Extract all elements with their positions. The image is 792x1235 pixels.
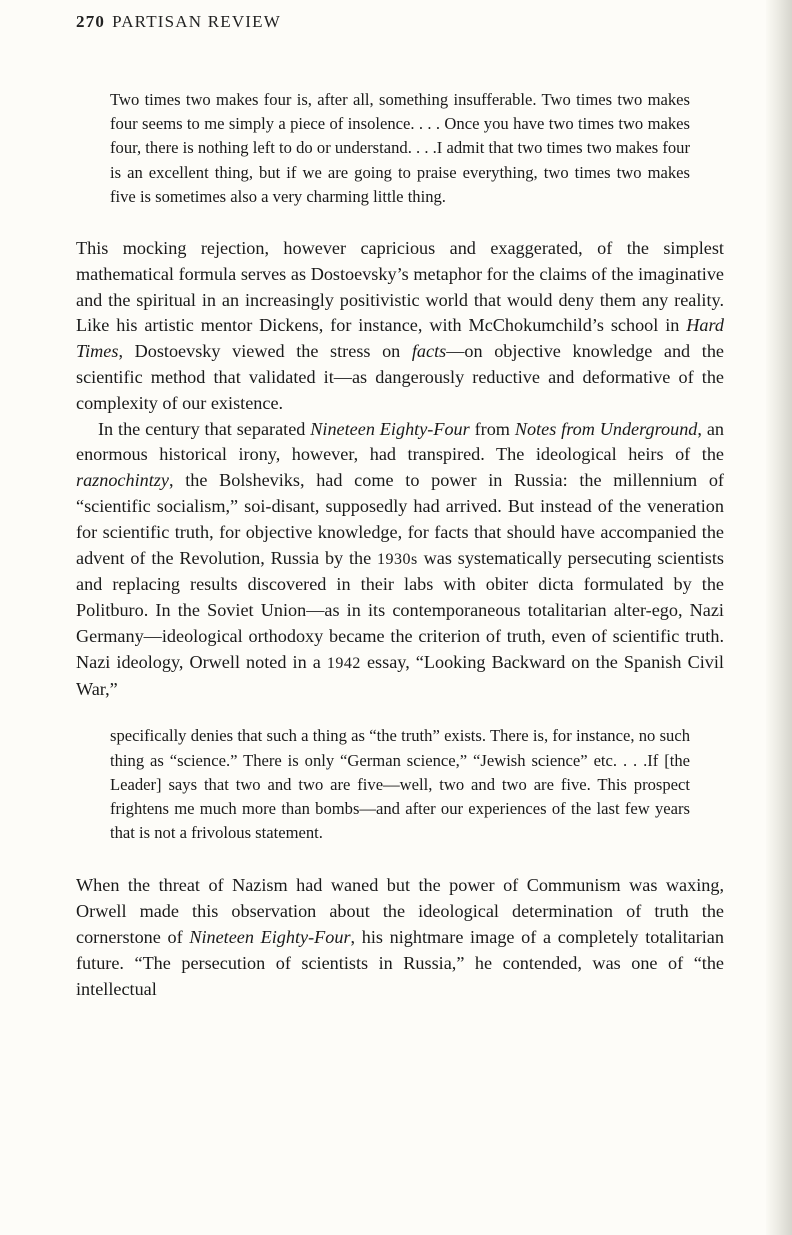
running-header (76, 12, 281, 32)
term-raznochintzy: raznochintzy (76, 470, 169, 491)
quote-text: Two times two makes four is, after all, something insufferable. Two times two makes four seems to me simply a piece of insolence. . . . Once you have two times two makes four, there is nothing left to do or understand. . . .I admit that two times two makes four is an excellent thing, but if we are going to praise everything, two times two makes five is sometimes also a very charming little thing. (110, 90, 690, 206)
text-run: , the Bolsheviks, had come to power in Russia: the millennium of “scientific socialism,” soi-disant, supposedly had arrived. But instead of the veneration for scientific truth, for objective knowledge, for facts that should have accompanied the advent of the Revolution, Russia by the (76, 470, 724, 568)
quote-text: specifically denies that such a thing as “the truth” exists. There is, for instance, no such thing as “science.” There is only “German science,” “Jewish science” etc. . . .If [the Leader] says that two and two are five—well, two and two are five. This prospect frightens me much more than bombs—and after our experiences of the last few years that is not a frivolous statement. (110, 726, 690, 843)
text-run: , his nightmare image of a completely totalitarian future. “The persecution of scientists in Russia,” he contended, was one of “the intellectual (76, 926, 724, 999)
title-hard-times: Hard Times (76, 315, 724, 362)
page-edge-shadow (766, 0, 792, 1235)
journal-title: PARTISAN REVIEW (112, 12, 281, 31)
text-run: , an enormous historical irony, however, had transpired. The ideological heirs of the (76, 418, 725, 465)
page-number: 270 (76, 12, 106, 31)
block-quote-orwell (110, 724, 690, 845)
emphasis-facts: facts (411, 341, 447, 362)
paragraph-mocking-rejection (76, 236, 724, 417)
title-nineteen-eighty-four: Nineteen Eighty-Four (310, 418, 470, 439)
block-quote-dostoevsky (110, 88, 690, 209)
title-nineteen-eighty-four: Nineteen Eighty-Four (189, 926, 351, 947)
text-run: —on objective knowledge and the scientific method that validated it—as dangerously reductive and deformative of the complexity of our existence. (76, 341, 724, 413)
text-run: from (469, 418, 515, 439)
text-run: In the century that separated (98, 418, 311, 439)
paragraph-nazism-waned (76, 873, 724, 1002)
text-run: was systematically persecuting scientists and replacing results discovered in their labs with obiter dicta formulated by the Politburo. In the Soviet Union—as in its contemporaneous totalitarian alter-ego, Nazi Germany—ideological orthodoxy became the criterion of truth, even of scientific truth. Nazi ideology, Orwell noted in a (76, 547, 724, 672)
decade-figure: 1930s (377, 550, 418, 568)
year-figure: 1942 (326, 654, 361, 672)
paragraph-historical-irony (76, 417, 724, 703)
title-notes-from-underground: Notes from Underground (514, 418, 698, 439)
text-run: , Dostoevsky viewed the stress on (118, 341, 412, 362)
text-run: This mocking rejection, however capricious and exaggerated, of the simplest mathematical formula serves as Dostoevsky’s metaphor for the claims of the imaginative and the spiritual in an increasingly positivistic world that would deny them any reality. Like his artistic mentor Dickens, for instance, with McChokumchild’s school in (76, 238, 724, 336)
text-run: essay, “Looking Backward on the Spanish Civil War,” (76, 651, 724, 699)
text-run: When the threat of Nazism had waned but the power of Communism was waxing, Orwell made this observation about the ideological determination of truth the cornerstone of (76, 875, 724, 947)
article-body (76, 88, 724, 1002)
